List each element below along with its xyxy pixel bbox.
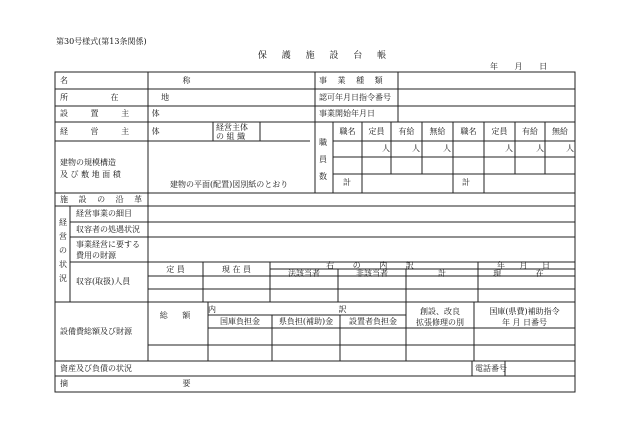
label-summary: 摘 要	[60, 379, 247, 388]
staff-unit-1: 人	[382, 144, 390, 153]
cap-date: 年 月 日	[496, 261, 557, 270]
label-assets: 資産及び負債の状況	[60, 364, 132, 373]
label-floorplan: 建物の平面(配置)図別紙のとおり	[170, 180, 289, 189]
fund-total: 総 額	[159, 311, 197, 320]
fund-sub-3: 設置者負担金	[349, 317, 397, 326]
fund-uchi: 内 訳	[208, 305, 407, 314]
label-org: 経営主体 の 組 織	[216, 123, 248, 141]
staff-unit-6: 人	[566, 144, 574, 153]
label-operator: 経 営 主 体	[60, 127, 170, 136]
staff-header-3: 有給	[398, 127, 415, 136]
label-facility-fund: 設備費総額及び財源	[60, 327, 132, 336]
cap-genzai2: 現 在	[493, 269, 560, 278]
fund-kind: 創設、改良 拡張修理の別	[416, 307, 464, 327]
staff-header-6: 定員	[491, 127, 508, 136]
staff-header-8: 無給	[552, 127, 568, 136]
label-start-date: 事業開始年月日	[319, 109, 375, 118]
staff-unit-4: 人	[505, 144, 513, 153]
staff-header-2: 定員	[368, 127, 385, 136]
cap-sub-2: 非該当者	[356, 269, 388, 278]
label-name: 名 称	[60, 76, 247, 85]
date-line	[490, 61, 547, 72]
staff-header-1: 職名	[339, 127, 356, 136]
label-finance: 事業経営に要する 費用の財源	[76, 240, 140, 260]
staff-header-4: 無給	[429, 127, 446, 136]
staff-unit-2: 人	[412, 144, 420, 153]
date-day: 日	[539, 62, 548, 71]
fund-sub-1: 国庫負担金	[220, 317, 260, 326]
date-month: 月	[514, 62, 523, 71]
label-history: 施 設 の 沿 革	[60, 195, 147, 204]
staff-total-right: 計	[462, 178, 470, 187]
label-operation-side: 経 営 の 状 況	[59, 218, 67, 283]
fund-subsidy: 国庫(県費)補助指令 年 月 日番号	[489, 307, 560, 327]
cap-teiin: 定 員	[166, 265, 185, 274]
label-capacity: 収容(取扱)人員	[76, 277, 131, 286]
label-staff: 職 員 数	[319, 138, 327, 181]
label-ops-detail: 経営事業の細目	[76, 209, 132, 218]
staff-unit-3: 人	[443, 144, 451, 153]
label-founder: 設 置 主 体	[60, 109, 170, 118]
form-number: 第30号様式(第13条関係)	[56, 37, 147, 46]
cap-sub-3: 計	[438, 269, 446, 278]
date-year: 年	[490, 62, 498, 71]
fund-sub-2: 県負担(補助)金	[278, 317, 334, 326]
label-residents: 収容者の処遇状況	[76, 225, 140, 234]
label-phone: 電話番号	[475, 364, 507, 373]
cap-sub-1: 法該当者	[288, 269, 320, 278]
staff-header-7: 有給	[522, 127, 538, 136]
label-building: 建物の規模構造 及 び 敷 地 面 積	[60, 158, 121, 179]
form-title: 保 護 施 設 台 帳	[257, 51, 393, 61]
staff-unit-5: 人	[536, 144, 544, 153]
staff-header-5: 職名	[460, 127, 477, 136]
cap-genzai: 現 在 員	[221, 265, 252, 274]
label-approval: 認可年月日指令番号	[319, 93, 391, 102]
label-location: 所 在 地	[60, 93, 190, 102]
cap-uchiwake: 右 の 内 訳	[326, 261, 422, 270]
label-business-type: 事 業 種 類	[319, 76, 387, 85]
staff-total-left: 計	[343, 178, 351, 187]
